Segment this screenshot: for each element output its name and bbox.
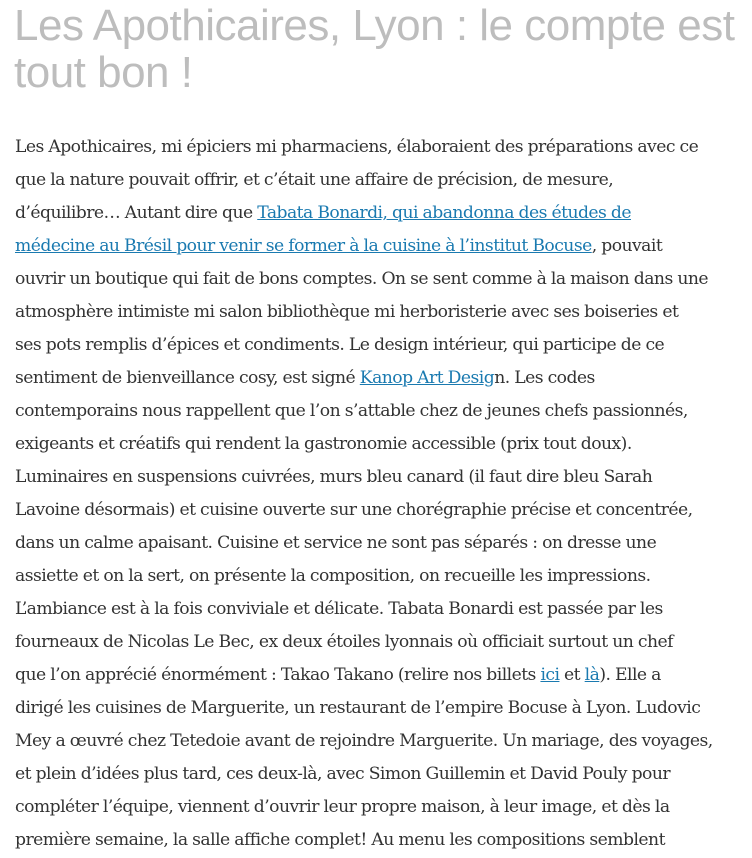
- la-link[interactable]: là: [584, 665, 600, 685]
- body-text: sentiment de bienveillance cosy, est signé: [15, 368, 360, 388]
- article-title: [14, 2, 744, 96]
- body-line: dirigé les cuisines de Marguerite, un restaurant de l’empire Bocuse à Lyon. Ludovic: [15, 698, 701, 718]
- kanop-art-design-link[interactable]: Kanop Art Desig: [359, 368, 495, 388]
- body-line: Mey a œuvré chez Tetedoie avant de rejoindre Marguerite. Un mariage, des voyages,: [15, 731, 713, 751]
- article-body: [15, 131, 740, 857]
- body-text: et: [559, 665, 585, 685]
- body-line: et plein d’idées plus tard, ces deux-là, avec Simon Guillemin et David Pouly pour: [15, 764, 671, 784]
- body-line: Lavoine désormais) et cuisine ouverte sur une chorégraphie précise et concentrée,: [15, 500, 693, 520]
- body-text: , pouvait: [591, 236, 663, 256]
- body-line: atmosphère intimiste mi salon bibliothèque mi herboristerie avec ses boiseries et: [15, 302, 679, 322]
- body-text: n. Les codes: [494, 368, 595, 388]
- ici-link[interactable]: ici: [540, 665, 560, 685]
- body-line: assiette et on la sert, on présente la composition, on recueille les impressions.: [15, 566, 651, 586]
- body-line: [15, 230, 740, 263]
- title-line: Les Apothicaires, Lyon : le compte est: [14, 1, 735, 50]
- body-line: que la nature pouvait offrir, et c’était une affaire de précision, de mesure,: [15, 170, 614, 190]
- body-text: ). Elle a: [599, 665, 661, 685]
- body-line: fourneaux de Nicolas Le Bec, ex deux étoiles lyonnais où officiait surtout un chef: [15, 632, 673, 652]
- body-line: Luminaires en suspensions cuivrées, murs bleu canard (il faut dire bleu Sarah: [15, 467, 653, 487]
- body-text: d’équilibre… Autant dire que: [15, 203, 258, 223]
- body-line: Les Apothicaires, mi épiciers mi pharmaciens, élaboraient des préparations avec ce: [15, 137, 699, 157]
- body-line: première semaine, la salle affiche complet! Au menu les compositions semblent: [15, 830, 665, 850]
- body-line: contemporains nous rappellent que l’on s’attable chez de jeunes chefs passionnés,: [15, 401, 688, 421]
- body-line: compléter l’équipe, viennent d’ouvrir leur propre maison, à leur image, et dès la: [15, 797, 670, 817]
- body-text: que l’on apprécié énormément : Takao Takano (relire nos billets: [15, 665, 541, 685]
- body-line: L’ambiance est à la fois conviviale et délicate. Tabata Bonardi est passée par les: [15, 599, 663, 619]
- body-line: dans un calme apaisant. Cuisine et service ne sont pas séparés : on dresse une: [15, 533, 657, 553]
- body-line: exigeants et créatifs qui rendent la gastronomie accessible (prix tout doux).: [15, 434, 632, 454]
- title-line: tout bon !: [14, 48, 193, 97]
- body-line: ses pots remplis d’épices et condiments. Le design intérieur, qui participe de ce: [15, 335, 665, 355]
- tabata-bonardi-link-continued[interactable]: médecine au Brésil pour venir se former à la cuisine à l’institut Bocuse: [15, 236, 592, 256]
- body-line: [15, 197, 740, 230]
- tabata-bonardi-link[interactable]: Tabata Bonardi, qui abandonna des études de: [257, 203, 631, 223]
- body-line: [15, 362, 740, 395]
- body-line: [15, 659, 740, 692]
- body-line: ouvrir un boutique qui fait de bons comptes. On se sent comme à la maison dans une: [15, 269, 708, 289]
